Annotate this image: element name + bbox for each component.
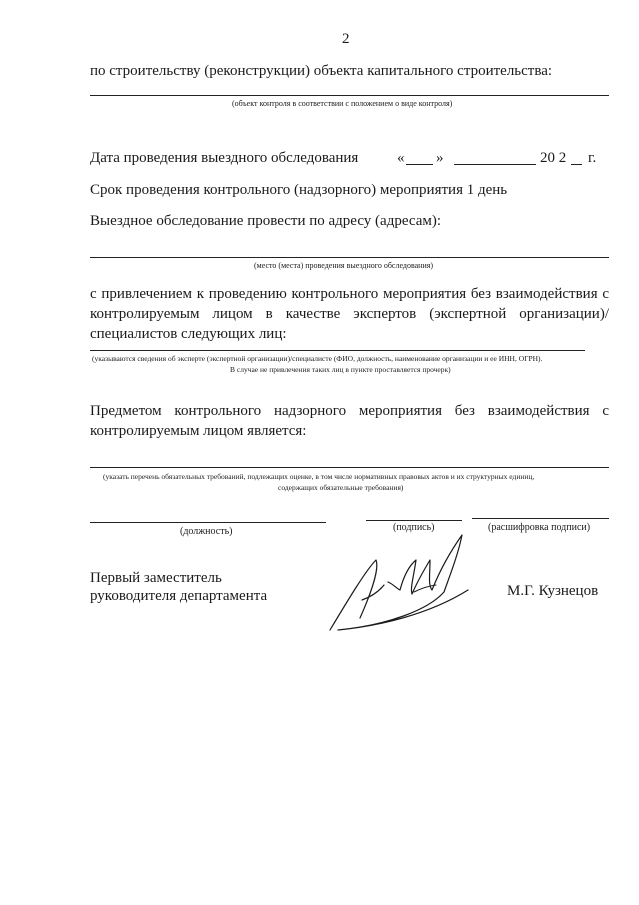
inspection-date-label: Дата проведения выездного обследования <box>90 150 359 166</box>
requirements-underline <box>90 467 609 468</box>
requirements-caption-line-2: содержащих обязательные требования) <box>278 483 404 492</box>
date-year-prefix: 20 2 <box>540 150 567 166</box>
date-day-field <box>406 164 433 165</box>
experts-paragraph-line-3: специалистов следующих лиц: <box>90 326 287 342</box>
experts-caption-line-2: В случае не привлечения таких лиц в пункте проставляется прочерк) <box>230 365 451 374</box>
experts-paragraph-line-2: контролируемым лицом в качестве экспертов (экспертной организации)/ <box>90 306 609 322</box>
control-object-underline <box>90 95 609 96</box>
address-line: Выездное обследование провести по адресу (адресам): <box>90 213 442 229</box>
term-line: Срок проведения контрольного (надзорного) мероприятия 1 день <box>90 182 508 198</box>
signatory-name: М.Г. Кузнецов <box>507 583 599 599</box>
date-year-field <box>571 164 582 165</box>
experts-caption-line-1: (указываются сведения об эксперте (экспертной организации)/специалисте (ФИО, должность, наименование организации и ее ИНН, ОГРН). <box>92 354 543 363</box>
page-number: 2 <box>342 31 350 47</box>
signature-caption: (подпись) <box>393 522 435 533</box>
handwritten-signature <box>318 530 478 640</box>
date-quote-open: « <box>397 150 405 166</box>
subject-paragraph-line-2: контролируемым лицом является: <box>90 423 307 439</box>
signatory-title-line-2: руководителя департамента <box>90 588 268 604</box>
construction-line: по строительству (реконструкции) объекта капитального строительства: <box>90 63 553 79</box>
signature-field <box>366 520 462 521</box>
date-quote-close: » <box>436 150 444 166</box>
address-underline <box>90 257 609 258</box>
control-object-caption: (объект контроля в соответствии с положением о виде контроля) <box>232 99 453 108</box>
experts-paragraph-line-1: с привлечением к проведению контрольного мероприятия без взаимодействия с <box>90 286 609 302</box>
decoding-field <box>472 518 609 519</box>
date-year-suffix: г. <box>588 150 597 166</box>
address-caption: (место (места) проведения выездного обследования) <box>254 261 434 270</box>
date-month-field <box>454 164 536 165</box>
requirements-caption-line-1: (указать перечень обязательных требований, подлежащих оценке, в том числе нормативных правовых актов и их структурных единиц, <box>103 472 535 481</box>
position-caption: (должность) <box>180 526 233 537</box>
decoding-caption: (расшифровка подписи) <box>488 522 591 533</box>
signatory-title-line-1: Первый заместитель <box>90 570 222 586</box>
position-field <box>90 522 326 523</box>
subject-paragraph-line-1: Предметом контрольного надзорного мероприятия без взаимодействия с <box>90 403 609 419</box>
experts-underline <box>90 350 585 351</box>
